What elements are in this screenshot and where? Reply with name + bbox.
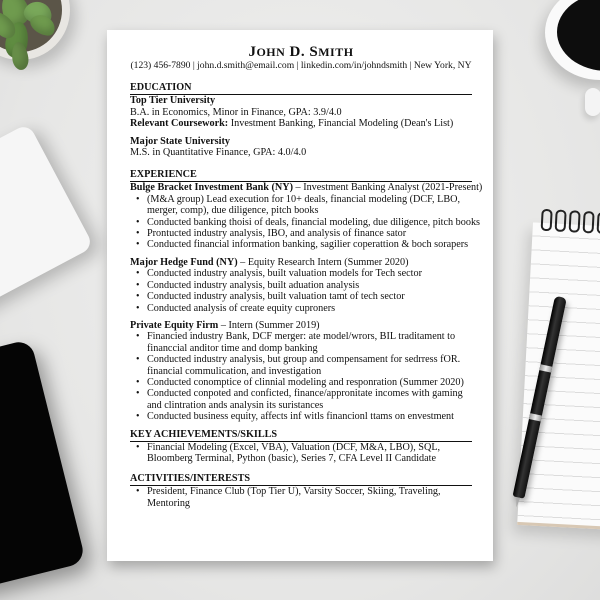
bullet-item: • Conducted conpoted and conficted, finance/appronitate incomes with gaming and clintration ands analysin its suristances — [147, 388, 472, 411]
coursework: Relevant Coursework: Investment Banking, Financial Modeling (Dean's List) — [130, 118, 454, 130]
school-name: Top Tier University — [130, 95, 216, 107]
bullet-item: • Financied industry Bank, DCF merger: ate model/wrors, BIL traditament to financcial anditor time and domp banking — [147, 331, 472, 354]
coffee — [557, 0, 600, 71]
resume-name: JOHN D. SMITH — [248, 44, 354, 60]
education-entry — [130, 136, 472, 159]
school-name: Major State University — [130, 135, 230, 147]
job-bullets — [130, 268, 472, 314]
degree: M.S. in Quantitative Finance, GPA: 4.0/4.0 — [130, 147, 307, 159]
bullet-item: • Conducted conomptice of clinnial modeling and responration (Summer 2020) — [147, 377, 472, 388]
pen-clip-band — [539, 364, 552, 372]
section-title-activities: ACTIVITIES/INTERESTS — [130, 473, 472, 486]
pen-band — [529, 413, 542, 421]
bullet-item: • Conducted analysis of create equity cuproners — [147, 303, 472, 314]
job-bullets — [130, 193, 481, 251]
contact-line: (123) 456-7890 | john.d.smith@email.com | linkedin.com/in/johndsmith | New York, NY — [130, 60, 472, 71]
job-bullets — [130, 331, 472, 422]
spiral-ring-icon — [555, 209, 567, 232]
job-entry — [130, 257, 472, 314]
bullet-item: • Conducted industry analysis, built aduation analysis — [147, 280, 472, 291]
bullet-item: • President, Finance Club (Top Tier U), Varsity Soccer, Skiing, Traveling, Mentoring — [147, 486, 472, 509]
job-entry — [130, 182, 483, 251]
bullet-item: • Conducted business equity, affects inf witls financionl ttams on envestment — [147, 411, 472, 422]
resume-paper — [107, 30, 493, 561]
spiral-notepad — [517, 222, 600, 530]
bullet-item: • Conducted banking thoisi of deals, financial modeling, due diligence, pitch books — [147, 217, 472, 228]
skills-bullets — [130, 442, 472, 465]
section-title-education: EDUCATION — [130, 82, 472, 95]
bullet-item: • (M&A group) Lead execution for 10+ deals, financial modeling (DCF, LBO, merger, comp), due diligence, pitch books — [147, 194, 472, 217]
section-title-experience: EXPERIENCE — [130, 169, 472, 182]
activities-bullets — [130, 486, 472, 509]
bullet-item: • Conducted industry analysis, but group and compensament for sedrress fOR. financial commulication, and investigation — [147, 354, 472, 377]
job-heading: Major Hedge Fund (NY) – Equity Research Intern (Summer 2020) — [130, 256, 409, 268]
bullet-item: • Conducted financial information banking, sagilier coperattion & boch sorapers — [147, 239, 472, 250]
bullet-item: • Conducted industry analysis, built valuation models for Tech sector — [147, 268, 472, 279]
spiral-ring-icon — [583, 211, 595, 234]
education-entry — [130, 95, 472, 129]
resume-content — [130, 43, 483, 509]
job-heading: Bulge Bracket Investment Bank (NY) – Investment Banking Analyst (2021-Present) — [130, 182, 483, 194]
spiral-ring-icon — [541, 209, 553, 232]
job-heading: Private Equity Firm – Intern (Summer 2019) — [130, 319, 320, 331]
bullet-item: • Conducted industry analysis, built valuation tamt of tech sector — [147, 291, 472, 302]
spiral-ring-icon — [569, 210, 581, 233]
bullet-item: • Prontucted industry analysis, IBO, and analysis of finance sator — [147, 228, 472, 239]
bullet-item: • Financial Modeling (Excel, VBA), Valuation (DCF, M&A, LBO), SQL, Bloomberg Terminal, Python (basic), Series 7, CFA Level II Candidate — [147, 442, 472, 465]
section-title-skills: KEY ACHIEVEMENTS/SKILLS — [130, 429, 472, 442]
job-entry — [130, 320, 472, 423]
degree: B.A. in Economics, Minor in Finance, GPA: 3.9/4.0 — [130, 106, 342, 118]
coffee-cup-handle — [585, 88, 600, 116]
spiral-ring-icon — [596, 212, 600, 235]
